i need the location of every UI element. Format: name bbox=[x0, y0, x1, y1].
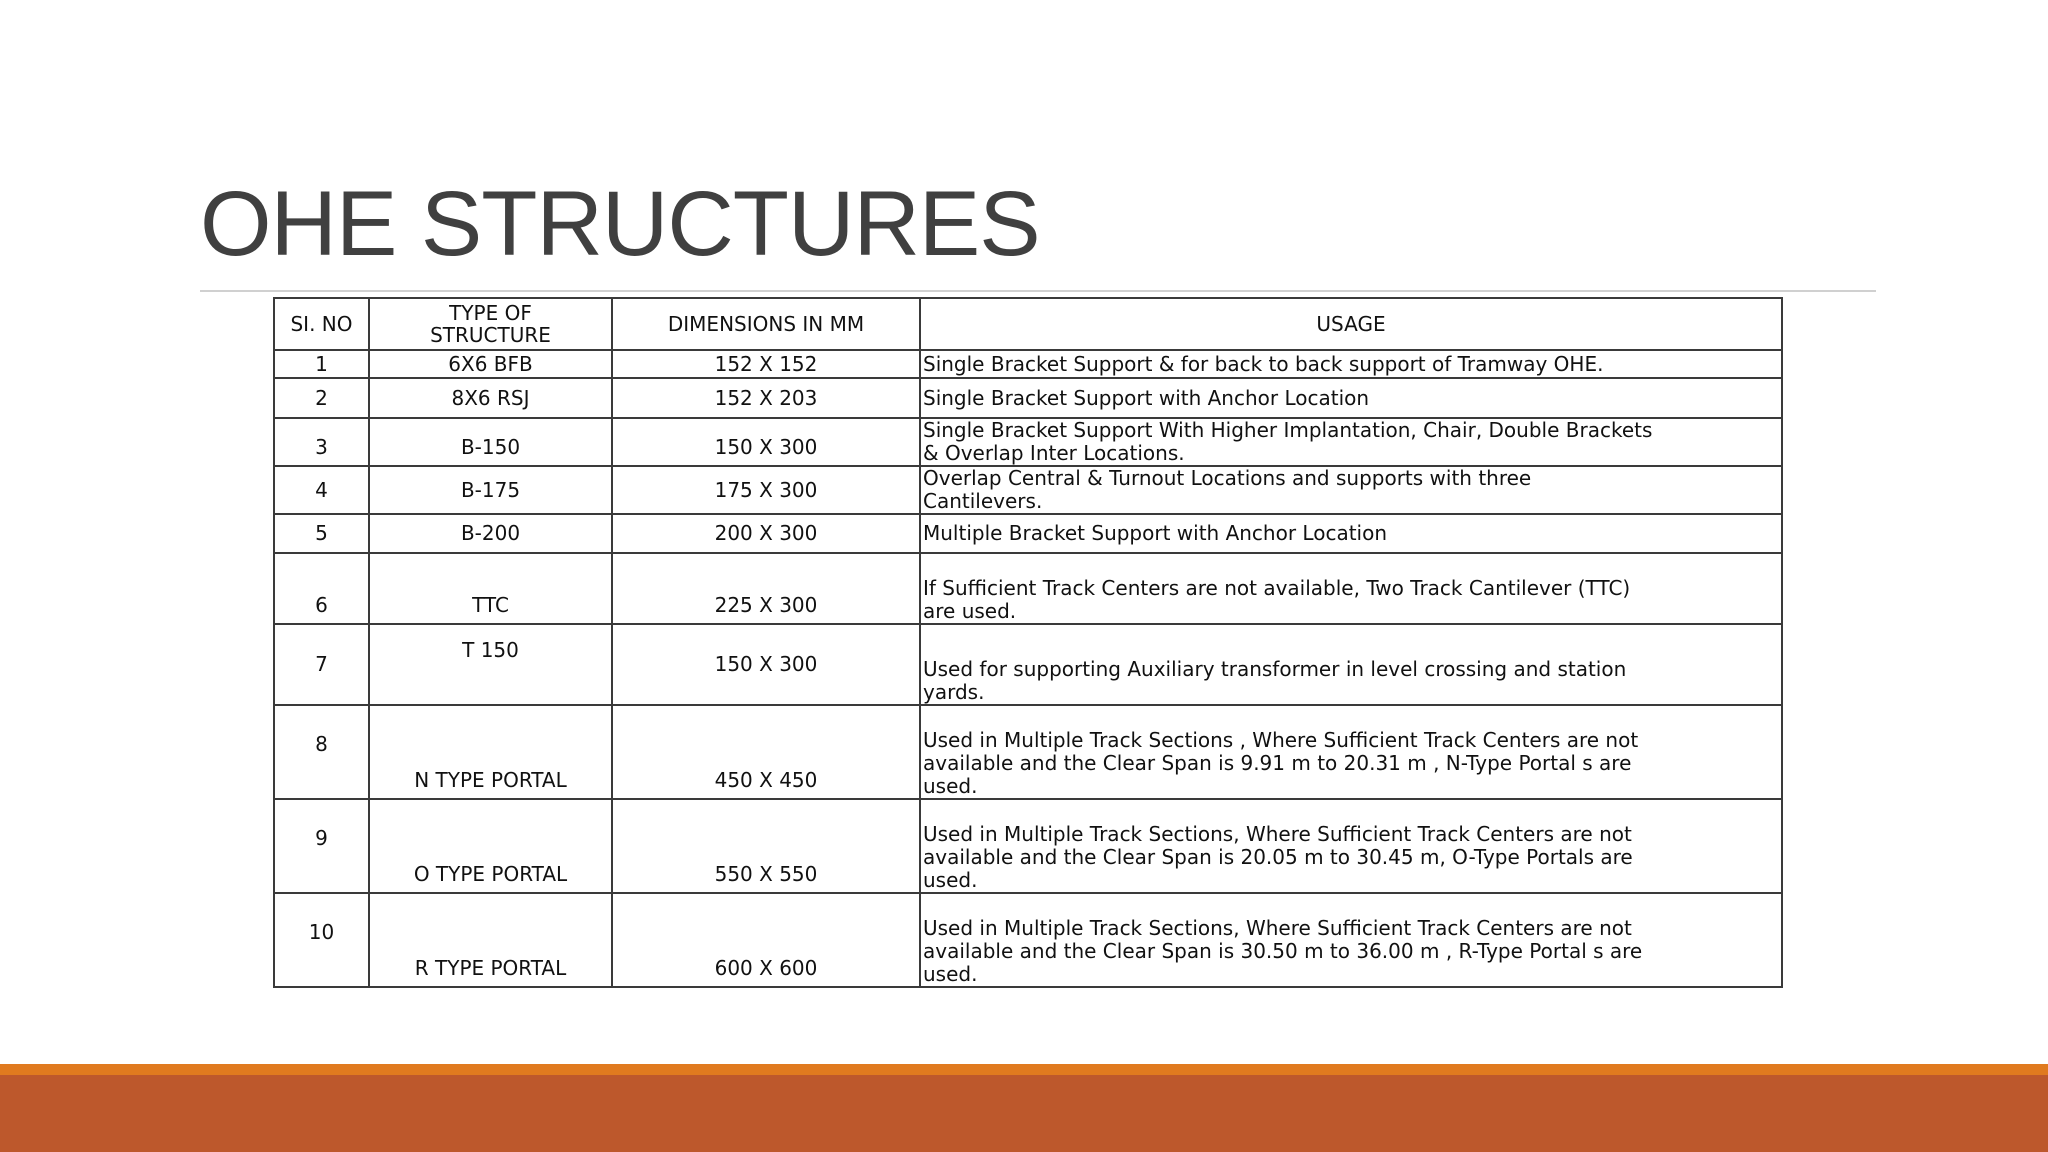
cell-dimensions: 150 X 300 bbox=[612, 624, 920, 705]
usage-line: Used in Multiple Track Sections , Where Sufficient Track Centers are not bbox=[923, 728, 1639, 752]
header-type-of-structure bbox=[369, 298, 612, 350]
cell-usage bbox=[920, 705, 1782, 799]
usage-line: Single Bracket Support With Higher Implantation, Chair, Double Brackets bbox=[923, 418, 1653, 442]
cell-dimensions: 152 X 152 bbox=[612, 350, 920, 378]
table-row bbox=[274, 350, 1782, 378]
table-row bbox=[274, 418, 1782, 466]
usage-line: Single Bracket Support with Anchor Location bbox=[923, 385, 1370, 410]
header-usage: USAGE bbox=[920, 298, 1782, 350]
usage-line: & Overlap Inter Locations. bbox=[923, 441, 1185, 465]
cell-usage bbox=[920, 553, 1782, 624]
cell-dimensions: 152 X 203 bbox=[612, 378, 920, 418]
usage-line: Overlap Central & Turnout Locations and supports with three bbox=[923, 466, 1532, 490]
cell-usage bbox=[920, 799, 1782, 893]
ohe-structures-table bbox=[273, 297, 1783, 988]
cell-sl: 10 bbox=[274, 893, 369, 987]
table-row bbox=[274, 514, 1782, 553]
cell-dimensions: 150 X 300 bbox=[612, 418, 920, 466]
cell-usage bbox=[920, 624, 1782, 705]
cell-sl: 3 bbox=[274, 418, 369, 466]
usage-line: Cantilevers. bbox=[923, 489, 1043, 513]
footer-accent-stripe bbox=[0, 1064, 2048, 1075]
usage-line: used. bbox=[923, 774, 978, 798]
cell-type: O TYPE PORTAL bbox=[369, 799, 612, 893]
cell-sl: 7 bbox=[274, 624, 369, 705]
cell-dimensions: 550 X 550 bbox=[612, 799, 920, 893]
usage-line: available and the Clear Span is 30.50 m to 36.00 m , R-Type Portal s are bbox=[923, 939, 1643, 963]
header-type-line2: STRUCTURE bbox=[430, 323, 551, 347]
usage-line: available and the Clear Span is 9.91 m to 20.31 m , N-Type Portal s are bbox=[923, 751, 1632, 775]
cell-type: TTC bbox=[369, 553, 612, 624]
cell-sl: 5 bbox=[274, 514, 369, 553]
cell-dimensions: 200 X 300 bbox=[612, 514, 920, 553]
table-row bbox=[274, 378, 1782, 418]
cell-sl: 1 bbox=[274, 350, 369, 378]
table-row bbox=[274, 624, 1782, 705]
table-row bbox=[274, 799, 1782, 893]
cell-sl: 2 bbox=[274, 378, 369, 418]
usage-line: yards. bbox=[923, 680, 985, 704]
cell-usage bbox=[920, 418, 1782, 466]
cell-type: R TYPE PORTAL bbox=[369, 893, 612, 987]
header-sl-no: SI. NO bbox=[274, 298, 369, 350]
usage-line: Used for supporting Auxiliary transformer in level crossing and station bbox=[923, 657, 1627, 681]
usage-line: are used. bbox=[923, 599, 1017, 623]
cell-type: 8X6 RSJ bbox=[369, 378, 612, 418]
cell-usage bbox=[920, 893, 1782, 987]
usage-line: Used in Multiple Track Sections, Where Sufficient Track Centers are not bbox=[923, 916, 1632, 940]
table-image bbox=[258, 292, 1794, 991]
footer-bar bbox=[0, 1075, 2048, 1152]
cell-sl: 9 bbox=[274, 799, 369, 893]
table-row bbox=[274, 705, 1782, 799]
cell-type: 6X6 BFB bbox=[369, 350, 612, 378]
cell-type: B-175 bbox=[369, 466, 612, 514]
cell-type: B-150 bbox=[369, 418, 612, 466]
cell-type: B-200 bbox=[369, 514, 612, 553]
cell-sl: 8 bbox=[274, 705, 369, 799]
cell-usage bbox=[920, 378, 1782, 418]
usage-line: Used in Multiple Track Sections, Where Sufficient Track Centers are not bbox=[923, 822, 1632, 846]
cell-dimensions: 600 X 600 bbox=[612, 893, 920, 987]
cell-usage bbox=[920, 350, 1782, 378]
header-type-line1: TYPE OF bbox=[449, 301, 532, 325]
table-header-row bbox=[274, 298, 1782, 350]
cell-dimensions: 225 X 300 bbox=[612, 553, 920, 624]
cell-type: T 150 bbox=[369, 624, 612, 705]
slide-title: OHE STRUCTURES bbox=[200, 173, 1040, 275]
cell-type: N TYPE PORTAL bbox=[369, 705, 612, 799]
usage-line: available and the Clear Span is 20.05 m to 30.45 m, O-Type Portals are bbox=[923, 845, 1633, 869]
usage-line: used. bbox=[923, 962, 978, 986]
cell-dimensions: 450 X 450 bbox=[612, 705, 920, 799]
table-row bbox=[274, 553, 1782, 624]
cell-usage bbox=[920, 466, 1782, 514]
cell-usage bbox=[920, 514, 1782, 553]
usage-line: used. bbox=[923, 868, 978, 892]
usage-line: Multiple Bracket Support with Anchor Location bbox=[923, 521, 1388, 545]
cell-sl: 6 bbox=[274, 553, 369, 624]
usage-line: Single Bracket Support & for back to back support of Tramway OHE. bbox=[923, 351, 1604, 376]
table-row bbox=[274, 466, 1782, 514]
cell-dimensions: 175 X 300 bbox=[612, 466, 920, 514]
table-row bbox=[274, 893, 1782, 987]
usage-line: If Sufficient Track Centers are not available, Two Track Cantilever (TTC) bbox=[923, 576, 1631, 600]
cell-sl: 4 bbox=[274, 466, 369, 514]
header-dimensions: DIMENSIONS IN MM bbox=[612, 298, 920, 350]
